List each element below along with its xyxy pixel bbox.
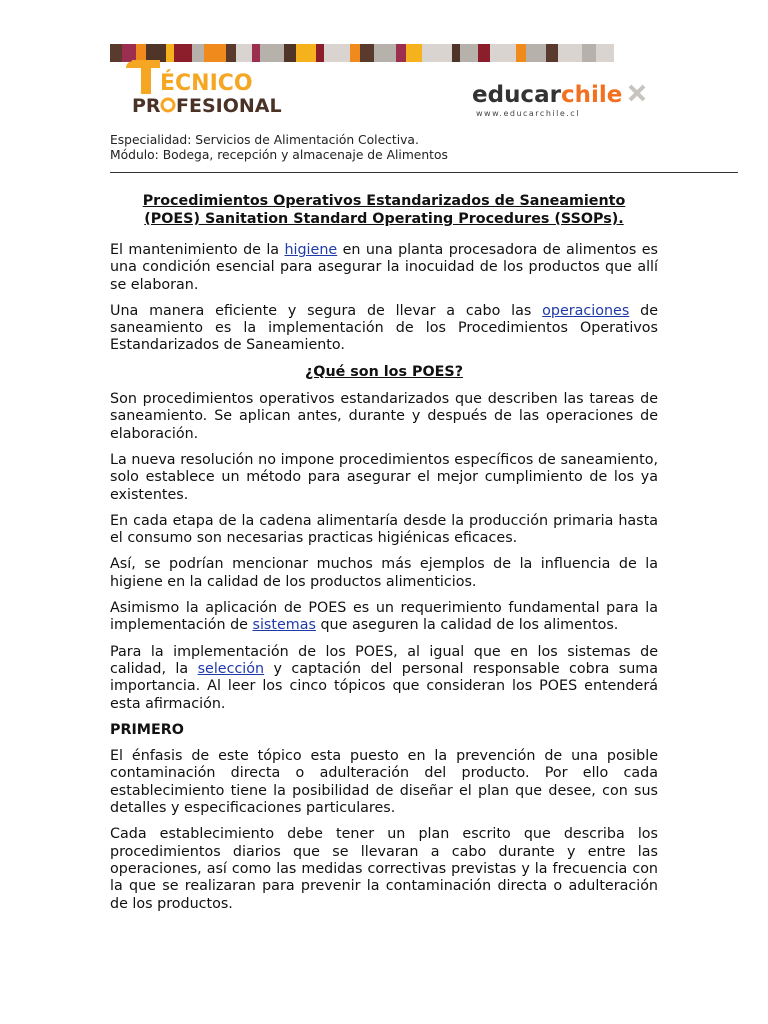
p8-text-b: y captación del personal responsable cobra suma importancia. Al leer los cinco tópicos que consideran los POES entenderá esta afirmación.	[110, 660, 658, 712]
document-body	[110, 192, 658, 922]
p7-text-b: que aseguren la calidad de los alimentos.	[315, 617, 619, 634]
logo-pr-text: PR	[132, 95, 161, 117]
x-mark-icon	[630, 86, 644, 100]
tecnico-profesional-logo	[110, 44, 310, 124]
link-seleccion[interactable]: selección	[197, 660, 265, 677]
logo-fesional-text: FESIONAL	[176, 95, 282, 117]
logo-tecnico-text: ÉCNICO	[160, 71, 253, 96]
chile-text: chile	[561, 82, 623, 108]
logo-o-ring	[162, 99, 174, 111]
title-line-1: Procedimientos Operativos Estandarizados de Saneamiento	[142, 193, 626, 209]
paragraph-8	[110, 644, 658, 713]
paragraph-4: La nueva resolución no impone procedimientos específicos de saneamiento, solo establece un método para asegurar el mejor cumplimiento de los ya existentes.	[110, 451, 658, 503]
educar-text: educar	[472, 82, 561, 108]
paragraph-3: Son procedimientos operativos estandarizados que describen las tareas de saneamiento. Se aplican antes, durante y después de las operaciones de elaboración.	[110, 391, 658, 442]
module-line: Módulo: Bodega, recepción y almacenaje de Alimentos	[110, 148, 448, 162]
educarchile-url: www.educarchile.cl	[476, 109, 580, 118]
p7-text-a: Asimismo la aplicación de POES es un requerimiento fundamental para la implementación de	[110, 600, 658, 634]
p1-text-b: en una planta procesadora de alimentos es una condición esencial para asegurar la inocuidad de los productos que allí se elaboran.	[110, 242, 658, 293]
p1-text-a: El mantenimiento de la	[110, 242, 285, 258]
paragraph-1	[110, 242, 658, 294]
p2-text-a: Una manera eficiente y segura de llevar a cabo las	[110, 302, 543, 319]
paragraph-2	[110, 303, 658, 355]
link-higiene[interactable]: higiene	[284, 242, 338, 258]
document-meta	[110, 133, 448, 163]
header-divider	[110, 172, 738, 173]
p8-text-a: Para la implementación de los POES, al igual que en los sistemas de calidad, la	[110, 643, 658, 677]
section-heading-que-son: ¿Qué son los POES?	[305, 363, 463, 380]
specialty-line: Especialidad: Servicios de Alimentación Colectiva.	[110, 133, 419, 147]
paragraph-6: Así, se podrían mencionar muchos más ejemplos de la influencia de la higiene en la calidad de los productos alimenticios.	[110, 556, 658, 590]
link-operaciones[interactable]: operaciones	[542, 302, 630, 319]
paragraph-7	[110, 600, 658, 635]
document-title	[110, 192, 658, 228]
paragraph-10: Cada establecimiento debe tener un plan escrito que describa los procedimientos diarios que se llevaran a cabo durante y entre las operaciones, así como las medidas correctivas previstas y la frecuencia con la que se realizaran para prevenir la contaminación directa o adulteración de los productos.	[110, 826, 658, 912]
link-sistemas[interactable]: sistemas	[252, 617, 316, 634]
p2-text-b: de saneamiento es la implementación de los Procedimientos Operativos Estandarizados de Saneamiento.	[110, 302, 659, 354]
section-heading-primero: PRIMERO	[110, 721, 184, 738]
paragraph-9: El énfasis de este tópico esta puesto en la prevención de una posible contaminación directa o adulteración del producto. Por ello cada establecimiento tiene la posibilidad de diseñar el plan que desee, con sus detalles y especificaciones particulares.	[110, 748, 658, 817]
paragraph-5: En cada etapa de la cadena alimentaría desde la producción primaria hasta el consumo son necesarias practicas higiénicas eficaces.	[110, 512, 658, 547]
educarchile-logo	[470, 72, 660, 122]
title-line-2: (POES) Sanitation Standard Operating Procedures (SSOPs).	[144, 211, 624, 227]
